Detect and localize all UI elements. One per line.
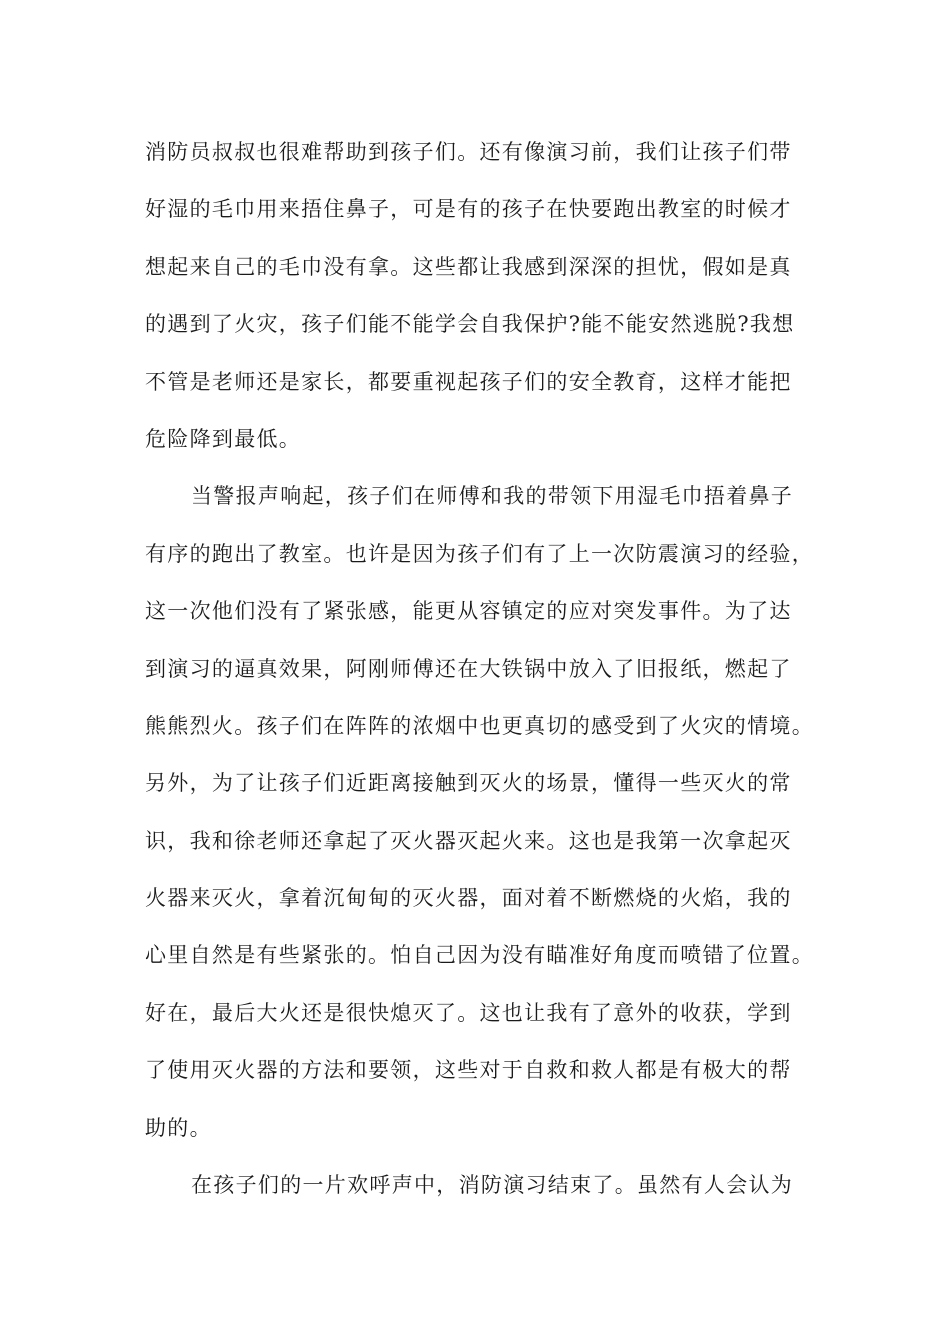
text-line: 当警报声响起，孩子们在师傅和我的带领下用湿毛巾捂着鼻子 bbox=[191, 484, 794, 509]
paragraph-2 bbox=[145, 471, 820, 1160]
text-line: 这一次他们没有了紧张感，能更从容镇定的应对突发事件。为了达 bbox=[145, 599, 792, 624]
text-line: 有序的跑出了教室。也许是因为孩子们有了上一次防震演习的经验， bbox=[145, 541, 814, 566]
text-line: 消防员叔叔也很难帮助到孩子们。还有像演习前，我们让孩子们带 bbox=[145, 140, 792, 164]
body-text bbox=[145, 127, 820, 1217]
text-line: 的遇到了火灾，孩子们能不能学会自我保护?能不能安然逃脱?我想 bbox=[145, 312, 795, 337]
paragraph-3 bbox=[145, 1160, 820, 1217]
text-line: 好在，最后大火还是很快熄灭了。这也让我有了意外的收获，学到 bbox=[145, 1000, 792, 1025]
text-line: 助的。 bbox=[145, 1115, 212, 1140]
text-line: 危险降到最低。 bbox=[145, 426, 302, 451]
text-line: 到演习的逼真效果，阿刚师傅还在大铁锅中放入了旧报纸，燃起了 bbox=[145, 656, 792, 681]
text-line: 好湿的毛巾用来捂住鼻子，可是有的孩子在快要跑出教室的时候才 bbox=[145, 197, 792, 222]
text-line: 了使用灭火器的方法和要领，这些对于自救和救人都是有极大的帮 bbox=[145, 1058, 792, 1083]
text-line: 熊熊烈火。孩子们在阵阵的浓烟中也更真切的感受到了火灾的情境。 bbox=[145, 713, 814, 738]
text-line: 另外，为了让孩子们近距离接触到灭火的场景，懂得一些灭火的常 bbox=[145, 771, 792, 796]
text-line: 不管是老师还是家长，都要重视起孩子们的安全教育，这样才能把 bbox=[145, 369, 792, 394]
text-line: 火器来灭火，拿着沉甸甸的灭火器，面对着不断燃烧的火焰，我的 bbox=[145, 886, 792, 911]
text-line: 识，我和徐老师还拿起了灭火器灭起火来。这也是我第一次拿起灭 bbox=[145, 828, 792, 853]
text-line: 心里自然是有些紧张的。怕自己因为没有瞄准好角度而喷错了位置。 bbox=[145, 943, 814, 968]
paragraph-1 bbox=[145, 127, 820, 471]
text-line: 在孩子们的一片欢呼声中，消防演习结束了。虽然有人会认为 bbox=[191, 1173, 794, 1198]
text-line: 想起来自己的毛巾没有拿。这些都让我感到深深的担忧，假如是真 bbox=[145, 254, 792, 279]
